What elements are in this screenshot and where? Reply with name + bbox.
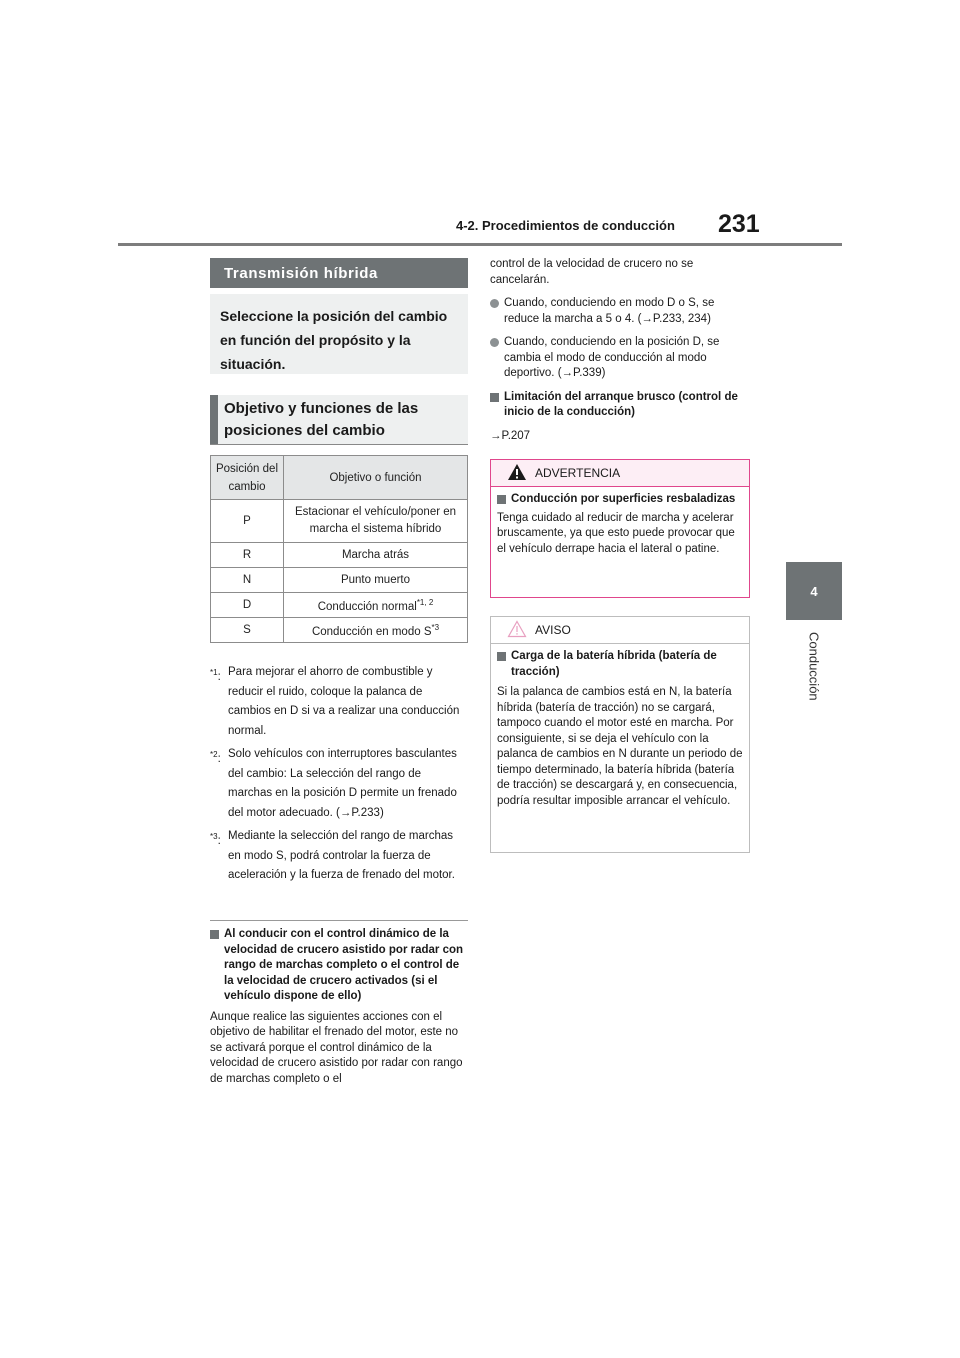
warning-box bbox=[490, 459, 750, 598]
caution-triangle-icon bbox=[507, 620, 527, 638]
footnote-ref: *1, 2 bbox=[416, 598, 434, 608]
table-row bbox=[211, 543, 468, 568]
column-header-position: Posición del cambio bbox=[211, 456, 284, 500]
section-title: 4-2. Procedimientos de conducción bbox=[456, 218, 675, 233]
table-row bbox=[211, 500, 468, 543]
cruise-text: Aunque realice las siguientes acciones con el objetivo de habilitar el frenado del motor, este no se activará porque el control dinámico de la velocidad de crucero asistido por radar con rango de marchas completo o el bbox=[210, 1010, 463, 1085]
chapter-label: Conducción bbox=[806, 632, 822, 701]
footnote: $^{*3}$: Mediante la selección del rango de marchas en modo S, podrá controlar la fuerza de aceleración y la fuerza de frenado del motor. bbox=[210, 830, 455, 881]
round-bullet-icon bbox=[490, 299, 499, 308]
notice-heading: Carga de la batería híbrida (batería de tracción) bbox=[497, 649, 743, 680]
notice-text: Si la palanca de cambios está en N, la batería híbrida (batería de tracción) no se cargará, tampoco cuando el motor esté en marcha. Por consiguiente, si se deja el vehículo con la palanca de cambios en N durante un periodo de tiempo determinado, la batería híbrida (batería de tracción) se descargará y, en consecuencia, podría resultar imposible arrancar el vehículo. bbox=[497, 686, 743, 807]
cell-function: Conducción en modo $S^{*3}$ bbox=[284, 618, 468, 643]
list-item: Cuando, conduciendo en la posición D, se cambia el modo de conducción al modo deportivo. (→P.339) bbox=[490, 335, 750, 382]
page-number: 231 bbox=[718, 210, 760, 238]
intro-panel: Seleccione la posición del cambio en función del propósito y la situación. bbox=[210, 294, 468, 374]
cell-function: Conducción normal$^{*1, 2}$ bbox=[284, 593, 468, 618]
column-header-function: Objetivo o función bbox=[284, 456, 468, 500]
round-bullet-icon bbox=[490, 338, 499, 347]
sub-heading-rule bbox=[210, 444, 468, 445]
square-bullet-icon bbox=[497, 652, 506, 661]
cell-position: N bbox=[211, 568, 284, 593]
square-bullet-icon bbox=[497, 495, 506, 504]
chapter-tab[interactable] bbox=[786, 562, 842, 620]
table-row bbox=[211, 618, 468, 643]
shift-table bbox=[210, 455, 468, 643]
footnote: $^{*1}$: Para mejorar el ahorro de combustible y reducir el ruido, coloque la palanca de cambios en D si va a realizar una conducción normal. bbox=[210, 666, 460, 737]
footnote: $^{*2}$: Solo vehículos con interruptores basculantes del cambio: La selección del rango de marchas en la posición D permite un frenado del motor adecuado. (→P.233) bbox=[210, 748, 457, 819]
cell-position: S bbox=[211, 618, 284, 643]
warning-heading: Conducción por superficies resbaladizas bbox=[497, 492, 743, 508]
launch-heading: Limitación del arranque brusco (control de inicio de la conducción) bbox=[490, 390, 750, 421]
cell-position: R bbox=[211, 543, 284, 568]
header-rule bbox=[118, 243, 842, 246]
footnotes bbox=[210, 663, 468, 890]
warning-text: Tenga cuidado al reducir de marcha y acelerar bruscamente, ya que esto puede provocar que el vehículo derrape hacia el lateral o patine. bbox=[497, 511, 735, 555]
warning-triangle-icon bbox=[507, 463, 527, 481]
footnote-ref: *3 bbox=[431, 623, 440, 633]
square-bullet-icon bbox=[210, 930, 219, 939]
section-divider bbox=[210, 920, 468, 921]
table-row bbox=[211, 568, 468, 593]
cell-position: P bbox=[211, 500, 284, 543]
chapter-number: 4 bbox=[810, 583, 818, 599]
launch-reference-link[interactable]: →P.207 bbox=[490, 429, 531, 442]
section-banner: Transmisión híbrida bbox=[210, 258, 468, 288]
table-header-row bbox=[211, 456, 468, 500]
warning-title-bar bbox=[491, 460, 749, 487]
notice-box bbox=[490, 616, 750, 853]
square-bullet-icon bbox=[490, 393, 499, 402]
continued-text: control de la velocidad de crucero no se cancelarán. bbox=[490, 258, 694, 286]
list-item: Cuando, conduciendo en modo D o S, se reduce la marcha a 5 o 4. (→P.233, 234) bbox=[490, 296, 750, 327]
cruise-section bbox=[210, 927, 468, 1087]
warning-title: ADVERTENCIA bbox=[535, 466, 621, 480]
cruise-heading: Al conducir con el control dinámico de la velocidad de crucero asistido por radar con rango de marchas completo o el control de la velocidad de crucero activados (si el vehículo dispone de ello) bbox=[210, 927, 468, 1005]
cell-function: Punto muerto bbox=[284, 568, 468, 593]
table-row bbox=[211, 593, 468, 618]
cell-function: Marcha atrás bbox=[284, 543, 468, 568]
cell-position: D bbox=[211, 593, 284, 618]
sub-heading: Objetivo y funciones de las posiciones del cambio bbox=[210, 395, 468, 445]
notice-title-bar bbox=[491, 617, 749, 644]
notice-title: AVISO bbox=[535, 623, 571, 637]
cell-function: Estacionar el vehículo/poner en marcha el sistema híbrido bbox=[284, 500, 468, 543]
right-text-block bbox=[490, 257, 750, 444]
